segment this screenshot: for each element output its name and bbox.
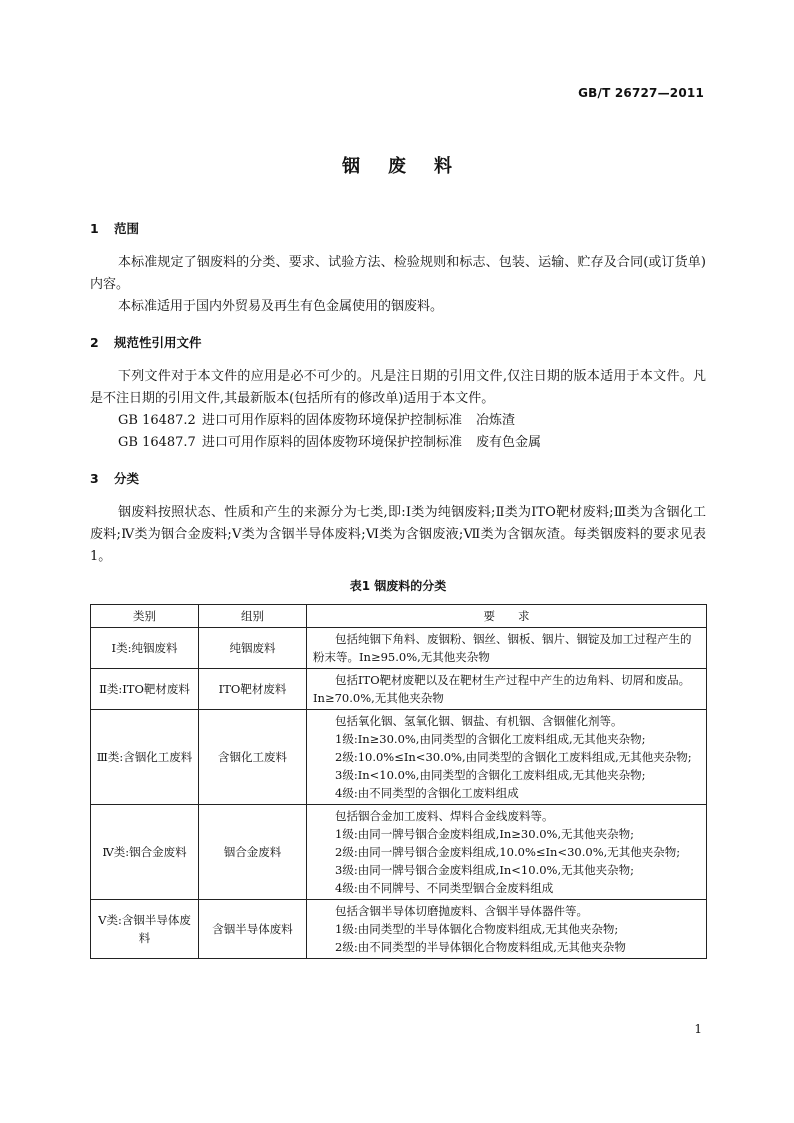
column-header-group: 组别 <box>199 605 307 628</box>
section-title: 规范性引用文件 <box>114 335 202 350</box>
category-cell: Ⅰ类:纯铟废料 <box>91 628 199 669</box>
requirement-line: 2级:由不同类型的半导体铟化合物废料组成,无其他夹杂物 <box>335 940 626 954</box>
requirement-line: 包括氧化铟、氢氧化铟、铟盐、有机铟、含铟催化剂等。 <box>335 714 623 728</box>
standard-number: GB/T 26727—2011 <box>578 86 704 100</box>
section-1-heading <box>90 218 706 240</box>
document-title: 铟废料 <box>342 156 480 177</box>
category-cell: Ⅴ类:含铟半导体废料 <box>91 900 199 959</box>
section-number: 2 <box>90 335 99 350</box>
category-cell: Ⅱ类:ITO靶材废料 <box>91 669 199 710</box>
table-row <box>91 805 707 900</box>
group-cell: 含铟半导体废料 <box>199 900 307 959</box>
reference-subtitle: 冶炼渣 <box>476 413 516 428</box>
group-cell: 纯铟废料 <box>199 628 307 669</box>
category-cell: Ⅳ类:铟合金废料 <box>91 805 199 900</box>
requirement-line: 3级:In<10.0%,由同类型的含铟化工废料组成,无其他夹杂物; <box>335 768 646 782</box>
paragraph: 本标准适用于国内外贸易及再生有色金属使用的铟废料。 <box>118 299 444 314</box>
column-header-requirements: 要 求 <box>307 605 707 628</box>
requirements-cell <box>307 900 707 959</box>
table-row <box>91 669 707 710</box>
section-title: 范围 <box>114 221 140 236</box>
category-cell: Ⅲ类:含铟化工废料 <box>91 710 199 805</box>
table-row <box>91 628 707 669</box>
requirement-line: 包括纯铟下角料、废铟粉、铟丝、铟板、铟片、铟锭及加工过程产生的粉末等。In≥95.0%,无其他夹杂物 <box>313 632 692 664</box>
reference-title: 进口可用作原料的固体废物环境保护控制标准 <box>202 413 463 428</box>
requirement-line: 包括铟合金加工废料、焊料合金线废料等。 <box>335 809 554 823</box>
reference-item <box>90 410 706 432</box>
classification-table <box>90 604 707 959</box>
requirement-line: 包括ITO靶材废靶以及在靶材生产过程中产生的边角料、切屑和废品。In≥70.0%,无其他夹杂物 <box>313 673 691 705</box>
paragraph: 铟废料按照状态、性质和产生的来源分为七类,即:Ⅰ类为纯铟废料;Ⅱ类为ITO靶材废料;Ⅲ类为含铟化工废料;Ⅳ类为铟合金废料;Ⅴ类为含铟半导体废料;Ⅵ类为含铟废液;Ⅶ类为含铟灰渣。每类铟废料的要求见表1。 <box>90 505 706 564</box>
requirement-line: 2级:10.0%≤In<30.0%,由同类型的含铟化工废料组成,无其他夹杂物; <box>335 750 692 764</box>
group-cell: 铟合金废料 <box>199 805 307 900</box>
requirement-line: 1级:由同一牌号铟合金废料组成,In≥30.0%,无其他夹杂物; <box>335 827 634 841</box>
section-3-heading <box>90 468 706 490</box>
requirement-line: 4级:由不同牌号、不同类型铟合金废料组成 <box>335 881 554 895</box>
table-row <box>91 900 707 959</box>
column-header-category: 类别 <box>91 605 199 628</box>
paragraph: 下列文件对于本文件的应用是必不可少的。凡是注日期的引用文件,仅注日期的版本适用于本文件。凡是不注日期的引用文件,其最新版本(包括所有的修改单)适用于本文件。 <box>90 369 706 406</box>
requirements-cell <box>307 628 707 669</box>
group-cell: ITO靶材废料 <box>199 669 307 710</box>
reference-subtitle: 废有色金属 <box>476 435 542 450</box>
table-caption: 表1 铟废料的分类 <box>349 579 447 593</box>
requirement-line: 3级:由同一牌号铟合金废料组成,In<10.0%,无其他夹杂物; <box>335 863 634 877</box>
section-2-heading <box>90 332 706 354</box>
group-cell: 含铟化工废料 <box>199 710 307 805</box>
section-title: 分类 <box>114 471 140 486</box>
page-number: 1 <box>694 1022 702 1036</box>
table-header-row <box>91 605 707 628</box>
requirements-cell <box>307 805 707 900</box>
requirement-line: 2级:由同一牌号铟合金废料组成,10.0%≤In<30.0%,无其他夹杂物; <box>335 845 681 859</box>
reference-title: 进口可用作原料的固体废物环境保护控制标准 <box>202 435 463 450</box>
requirement-line: 包括含铟半导体切磨抛废料、含铟半导体器件等。 <box>335 904 588 918</box>
reference-code: GB 16487.2 <box>118 413 196 428</box>
paragraph: 本标准规定了铟废料的分类、要求、试验方法、检验规则和标志、包装、运输、贮存及合同(或订货单)内容。 <box>90 255 706 292</box>
section-number: 1 <box>90 221 99 236</box>
table-row <box>91 710 707 805</box>
document-body <box>90 218 706 959</box>
reference-item <box>90 432 706 454</box>
requirement-line: 1级:由同类型的半导体铟化合物废料组成,无其他夹杂物; <box>335 922 619 936</box>
requirement-line: 1级:In≥30.0%,由同类型的含铟化工废料组成,无其他夹杂物; <box>335 732 646 746</box>
requirements-cell <box>307 669 707 710</box>
reference-code: GB 16487.7 <box>118 435 196 450</box>
requirement-line: 4级:由不同类型的含铟化工废料组成 <box>335 786 519 800</box>
section-number: 3 <box>90 471 99 486</box>
requirements-cell <box>307 710 707 805</box>
